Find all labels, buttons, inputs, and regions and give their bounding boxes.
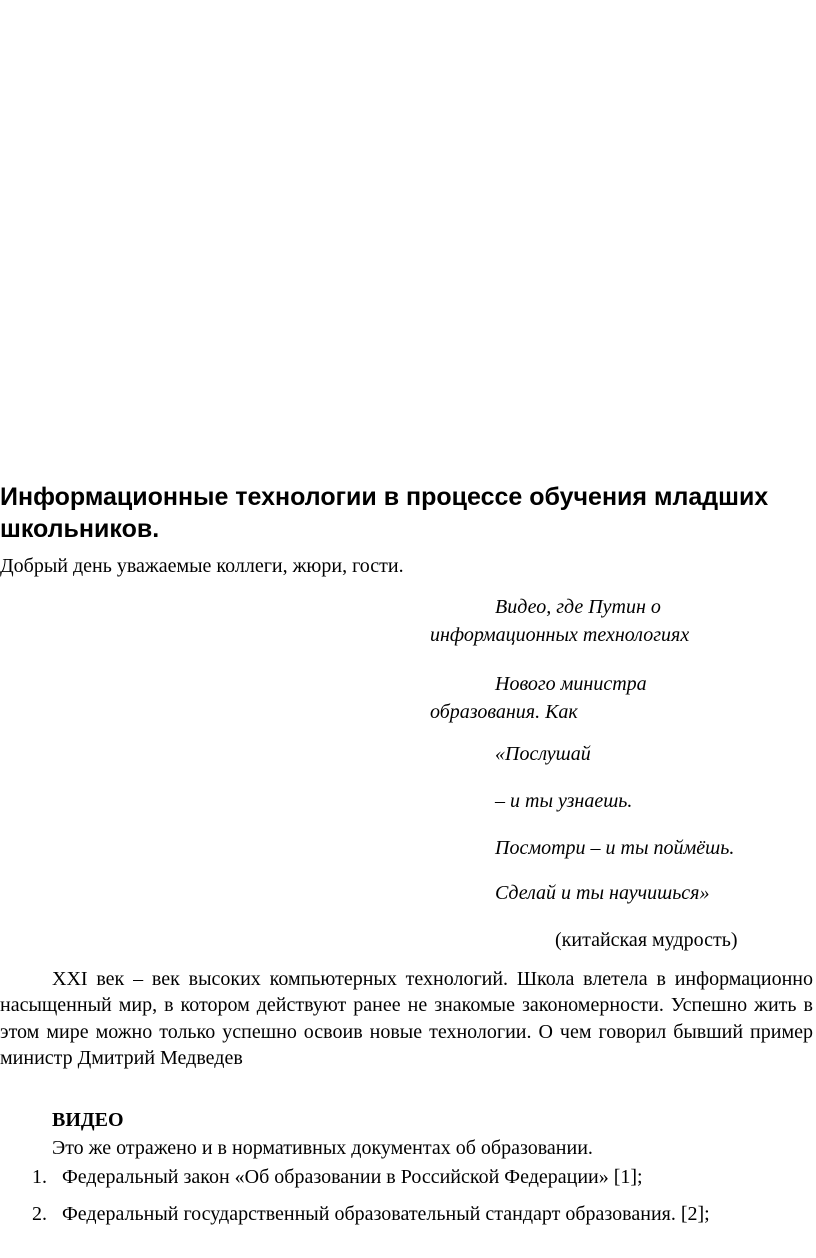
epigraph-quote-line: – и ты узнаешь.	[495, 790, 633, 812]
epigraph-note-line: Видео, где Путин о	[495, 596, 661, 618]
documents-intro: Это же отражено и в нормативных документах об образовании.	[52, 1137, 593, 1159]
list-item	[0, 1164, 813, 1190]
epigraph-note-line: информационных технологиях	[430, 624, 690, 646]
list-item-number: 1.	[32, 1166, 47, 1188]
epigraph-note-line: образования. Как	[430, 701, 578, 723]
list-item-text: Федеральный закон «Об образовании в Российской Федерации» [1];	[62, 1166, 643, 1188]
video-label: ВИДЕО	[52, 1109, 124, 1131]
list-item-text: Федеральный государственный образовательный стандарт образования. [2];	[62, 1203, 710, 1225]
epigraph-quote-line: «Послушай	[495, 743, 591, 765]
body-paragraph: XXI век – век высоких компьютерных технологий. Школа влетела в информационно насыщенный мир, в котором действуют ранее не знакомые закономерности. Успешно жить в этом мире можно только успешно освоив новые технологии. О чем говорил бывший пример министр Дмитрий Медведев	[0, 968, 813, 1070]
epigraph-note-line: Нового министра	[495, 673, 647, 695]
epigraph-quote-line: Посмотри – и ты поймёшь.	[495, 837, 735, 859]
list-item	[0, 1201, 813, 1227]
list-item-number: 2.	[32, 1203, 47, 1225]
epigraph-attribution: (китайская мудрость)	[555, 929, 738, 951]
greeting-text: Добрый день уважаемые коллеги, жюри, гости.	[0, 555, 404, 577]
document-title: Информационные технологии в процессе обучения младших школьников.	[0, 483, 769, 543]
epigraph-quote-line: Сделай и ты научишься»	[495, 882, 710, 904]
documents-list	[0, 1164, 813, 1238]
